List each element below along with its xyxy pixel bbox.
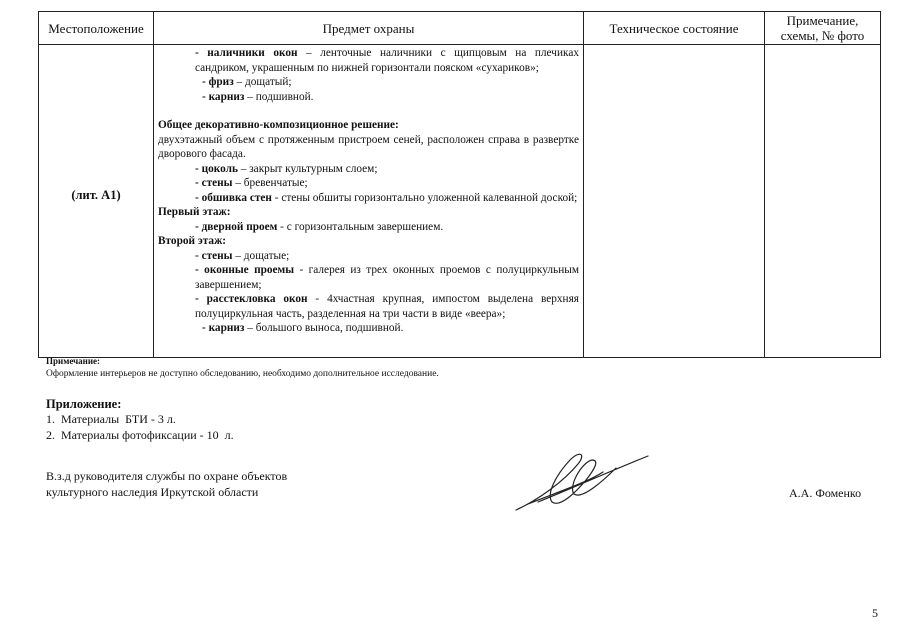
header-note [765, 12, 881, 45]
list-item: 1. Материалы БТИ - 3 л. [46, 412, 176, 426]
header-location: Местоположение [39, 12, 154, 45]
condition-cell [584, 45, 765, 358]
header-note-line2: схемы, № фото [780, 28, 865, 43]
appendix-list [46, 411, 234, 443]
signatory-title-line2: культурного наследия Иркутской области [46, 485, 259, 499]
heading-second-floor: Второй этаж: [158, 235, 227, 247]
line-2: - карниз – подшивной. [202, 90, 314, 103]
note-cell [765, 45, 881, 358]
page-number: 5 [872, 606, 878, 620]
heading-first-floor: Первый этаж: [158, 206, 231, 218]
line-12: - оконные проемы - галерея из трех оконных проемов с полуциркульным завершением; [195, 264, 579, 291]
handwritten-signature [508, 442, 653, 517]
line-9: - дверной проем - с горизонтальным завершением. [195, 220, 444, 233]
location-cell [39, 45, 154, 358]
list-item: 2. Материалы фотофиксации - 10 л. [46, 428, 234, 442]
heritage-table [38, 11, 881, 358]
heading-general: Общее декоративно-композиционное решение: [158, 119, 399, 131]
signatory-title [46, 468, 287, 500]
note-text: Оформление интерьеров не доступно обследованию, необходимо дополнительное исследование. [46, 369, 439, 379]
appendix-title: Приложение: [46, 397, 122, 411]
line-6: - стены – бревенчатые; [195, 177, 308, 189]
line-4: двухэтажный объем с протяженным пристроем сеней, расположен справа в развертке дворового фасада. [158, 133, 579, 160]
line-11: - стены – дощатые; [195, 249, 290, 262]
header-note-line1: Примечание, [786, 13, 859, 28]
note-title: Примечание: [46, 356, 101, 366]
table-header-row [39, 12, 881, 45]
table-row [39, 45, 881, 358]
line-14: - карниз – большого выноса, подшивной. [202, 322, 404, 334]
signatory-title-line1: В.з.д руководителя службы по охране объектов [46, 469, 288, 483]
header-condition: Техническое состояние [584, 12, 765, 45]
subject-cell [154, 45, 584, 358]
location-label: (лит. А1) [71, 187, 121, 202]
header-subject: Предмет охраны [154, 12, 584, 45]
line-5: - цоколь – закрыт культурным слоем; [195, 162, 378, 175]
line-0: - наличники окон – ленточные наличники с щипцовым на плечиках сандриком, украшенным по нижней горизонтали пояском «сухариков»; [195, 47, 579, 74]
signatory-name: А.А. Фоменко [789, 486, 862, 500]
line-1: - фриз – дощатый; [202, 76, 292, 88]
line-13: - расстекловка окон - 4хчастная крупная, импостом выделена верхняя полуциркульная часть, разделенная на три части в виде «веера»; [195, 293, 579, 320]
line-7: - обшивка стен - стены обшиты горизонтально уложенной калеванной доской; [195, 191, 578, 204]
